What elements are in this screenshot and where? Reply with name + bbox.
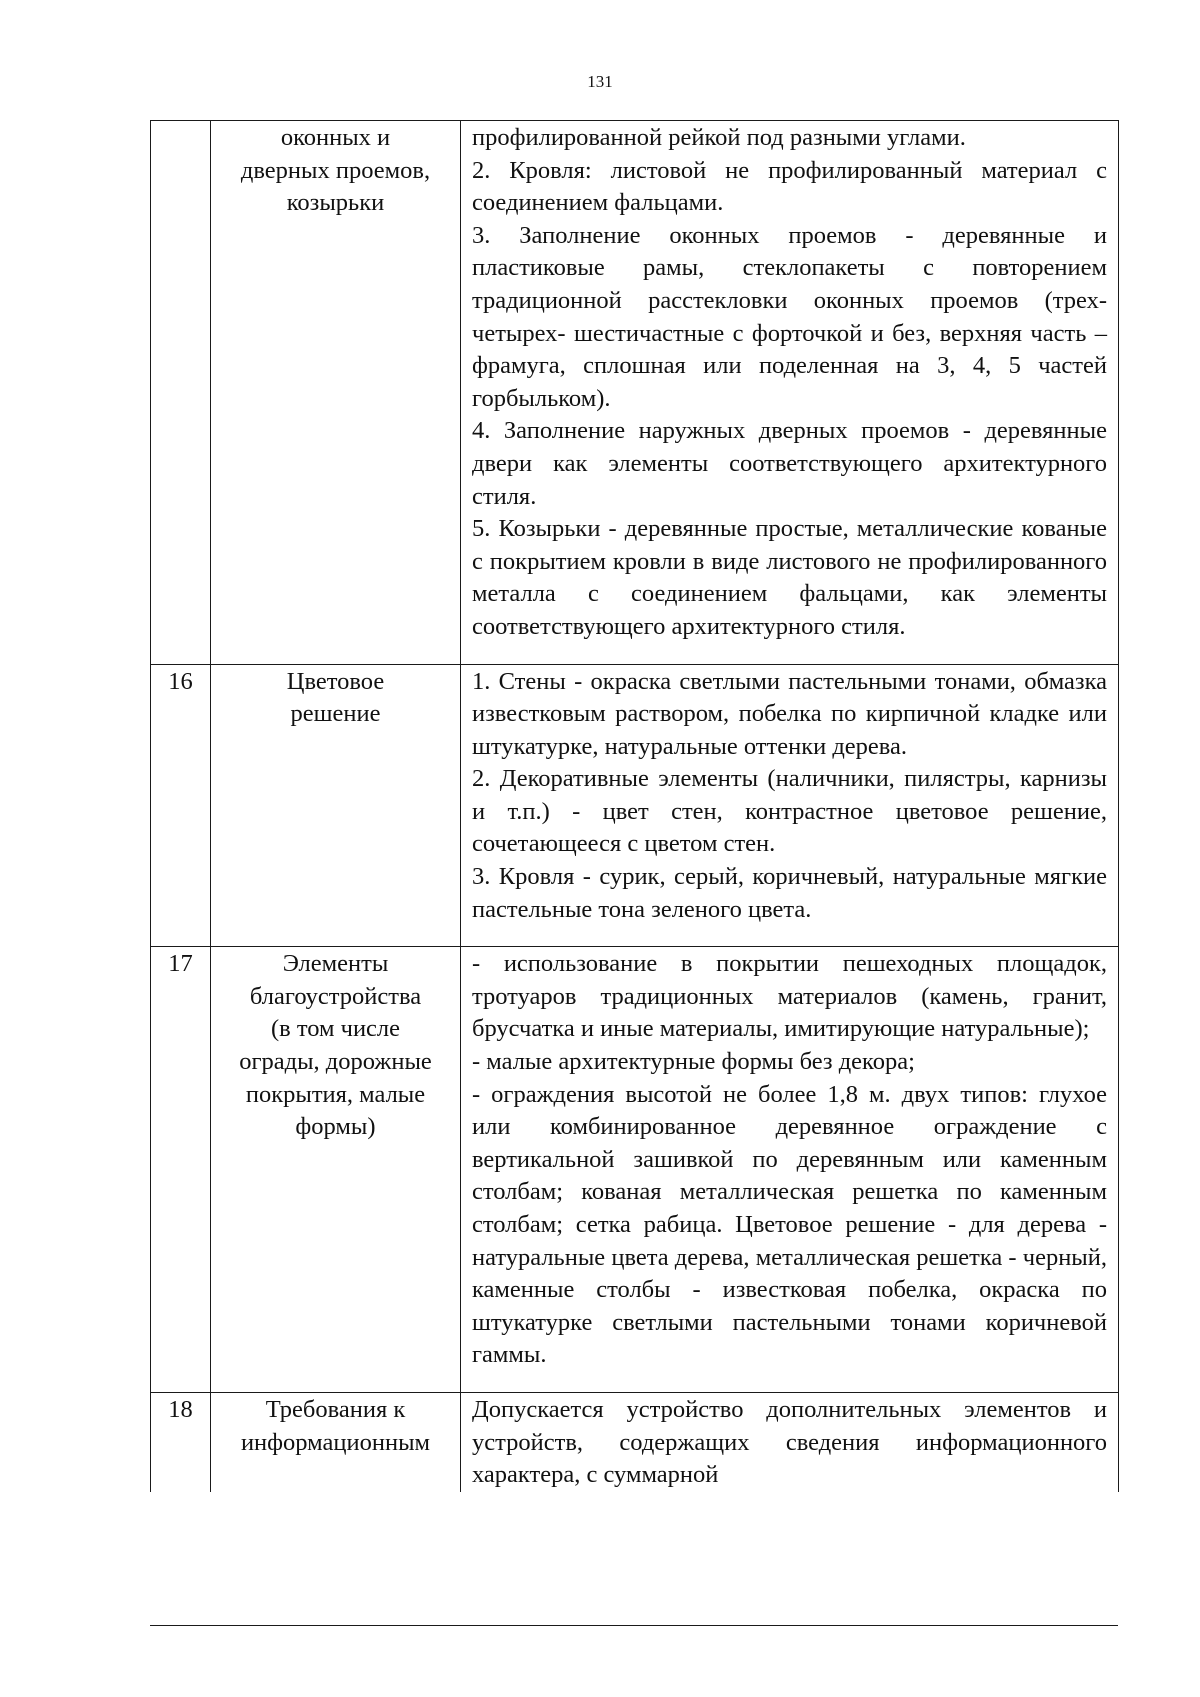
- table-row: [151, 1392, 1119, 1491]
- row-title-line: (в том числе: [270, 1015, 401, 1043]
- row-title-line: Требования к: [265, 1395, 406, 1423]
- row-title: [211, 664, 461, 947]
- row-title: [211, 121, 461, 665]
- description-paragraph: 4. Заполнение наружных дверных проемов - деревянные двери как элементы соответствующего архитектурного стиля.: [472, 417, 1107, 510]
- row-title-line: формы): [295, 1113, 376, 1141]
- row-title-line: Цветовое: [286, 667, 385, 695]
- description-paragraph: 2. Кровля: листовой не профилированный материал с соединением фальцами.: [472, 156, 1107, 217]
- description-paragraph: 5. Козырьки - деревянные простые, металлические кованые с покрытием кровли в виде листового не профилированного металла с соединением фальцами, как элементы соответствующего архитектурного стиля.: [472, 515, 1107, 640]
- row-title: [211, 1392, 461, 1491]
- row-number: 16: [151, 664, 211, 947]
- description-paragraph: Допускается устройство дополнительных элементов и устройств, содержащих сведения информационного характера, с суммарной: [472, 1395, 1107, 1489]
- description-paragraph: - ограждения высотой не более 1,8 м. двух типов: глухое или комбинированное деревянное ограждение с вертикальной зашивкой по деревянным или каменным столбам; кованая металлическая решетка по каменным столбам; сетка рабица. Цветовое решение - для дерева - натуральные цвета дерева, металлическая решетка - черный, каменные столбы - известковая побелка, окраска по штукатурке светлыми пастельными тонами коричневой гаммы.: [472, 1080, 1107, 1369]
- row-number: 17: [151, 947, 211, 1393]
- row-title-line: дверных проемов,: [240, 156, 431, 184]
- table-bottom-border: [150, 1625, 1118, 1626]
- row-title-line: благоустройства: [249, 982, 422, 1010]
- row-description: [461, 121, 1119, 665]
- row-title-line: Элементы: [282, 950, 389, 978]
- row-title-line: покрытия, малые: [245, 1080, 426, 1108]
- description-paragraph: 3. Кровля - сурик, серый, коричневый, натуральные мягкие пастельные тона зеленого цвета.: [472, 863, 1107, 923]
- regulations-table: [150, 120, 1119, 1492]
- description-paragraph: - малые архитектурные формы без декора;: [472, 1048, 915, 1076]
- row-title-line: ограды, дорожные: [239, 1048, 432, 1076]
- row-title: [211, 947, 461, 1393]
- row-description: [461, 664, 1119, 947]
- row-number: [151, 121, 211, 665]
- description-paragraph: - использование в покрытии пешеходных площадок, тротуаров традиционных материалов (камень, гранит, брусчатка и иные материалы, имитирующие натуральные);: [472, 950, 1107, 1043]
- row-title-line: козырьки: [286, 189, 385, 217]
- description-paragraph: профилированной рейкой под разными углами.: [472, 124, 966, 151]
- row-title-line: оконных и: [280, 124, 391, 151]
- description-paragraph: 3. Заполнение оконных проемов - деревянные и пластиковые рамы, стеклопакеты с повторением традиционной расстекловки оконных проемов (трех- четырех- шестичастные с форточкой и без, верхняя часть – фрамуга, сплошная или поделенная на 3, 4, 5 частей горбыльком).: [472, 221, 1107, 412]
- description-paragraph: 1. Стены - окраска светлыми пастельными тонами, обмазка известковым раствором, побелка по кирпичной кладке или штукатурке, натуральные оттенки дерева.: [472, 667, 1107, 760]
- table-row: [151, 947, 1119, 1393]
- row-title-line: решение: [290, 700, 381, 728]
- table-row: [151, 664, 1119, 947]
- row-description: [461, 947, 1119, 1393]
- page-number: 131: [587, 72, 613, 91]
- table-row: [151, 121, 1119, 665]
- row-title-line: информационным: [240, 1428, 431, 1456]
- row-number: 18: [151, 1392, 211, 1491]
- description-paragraph: 2. Декоративные элементы (наличники, пилястры, карнизы и т.п.) - цвет стен, контрастное цветовое решение, сочетающееся с цветом стен.: [472, 765, 1107, 858]
- row-description: [461, 1392, 1119, 1491]
